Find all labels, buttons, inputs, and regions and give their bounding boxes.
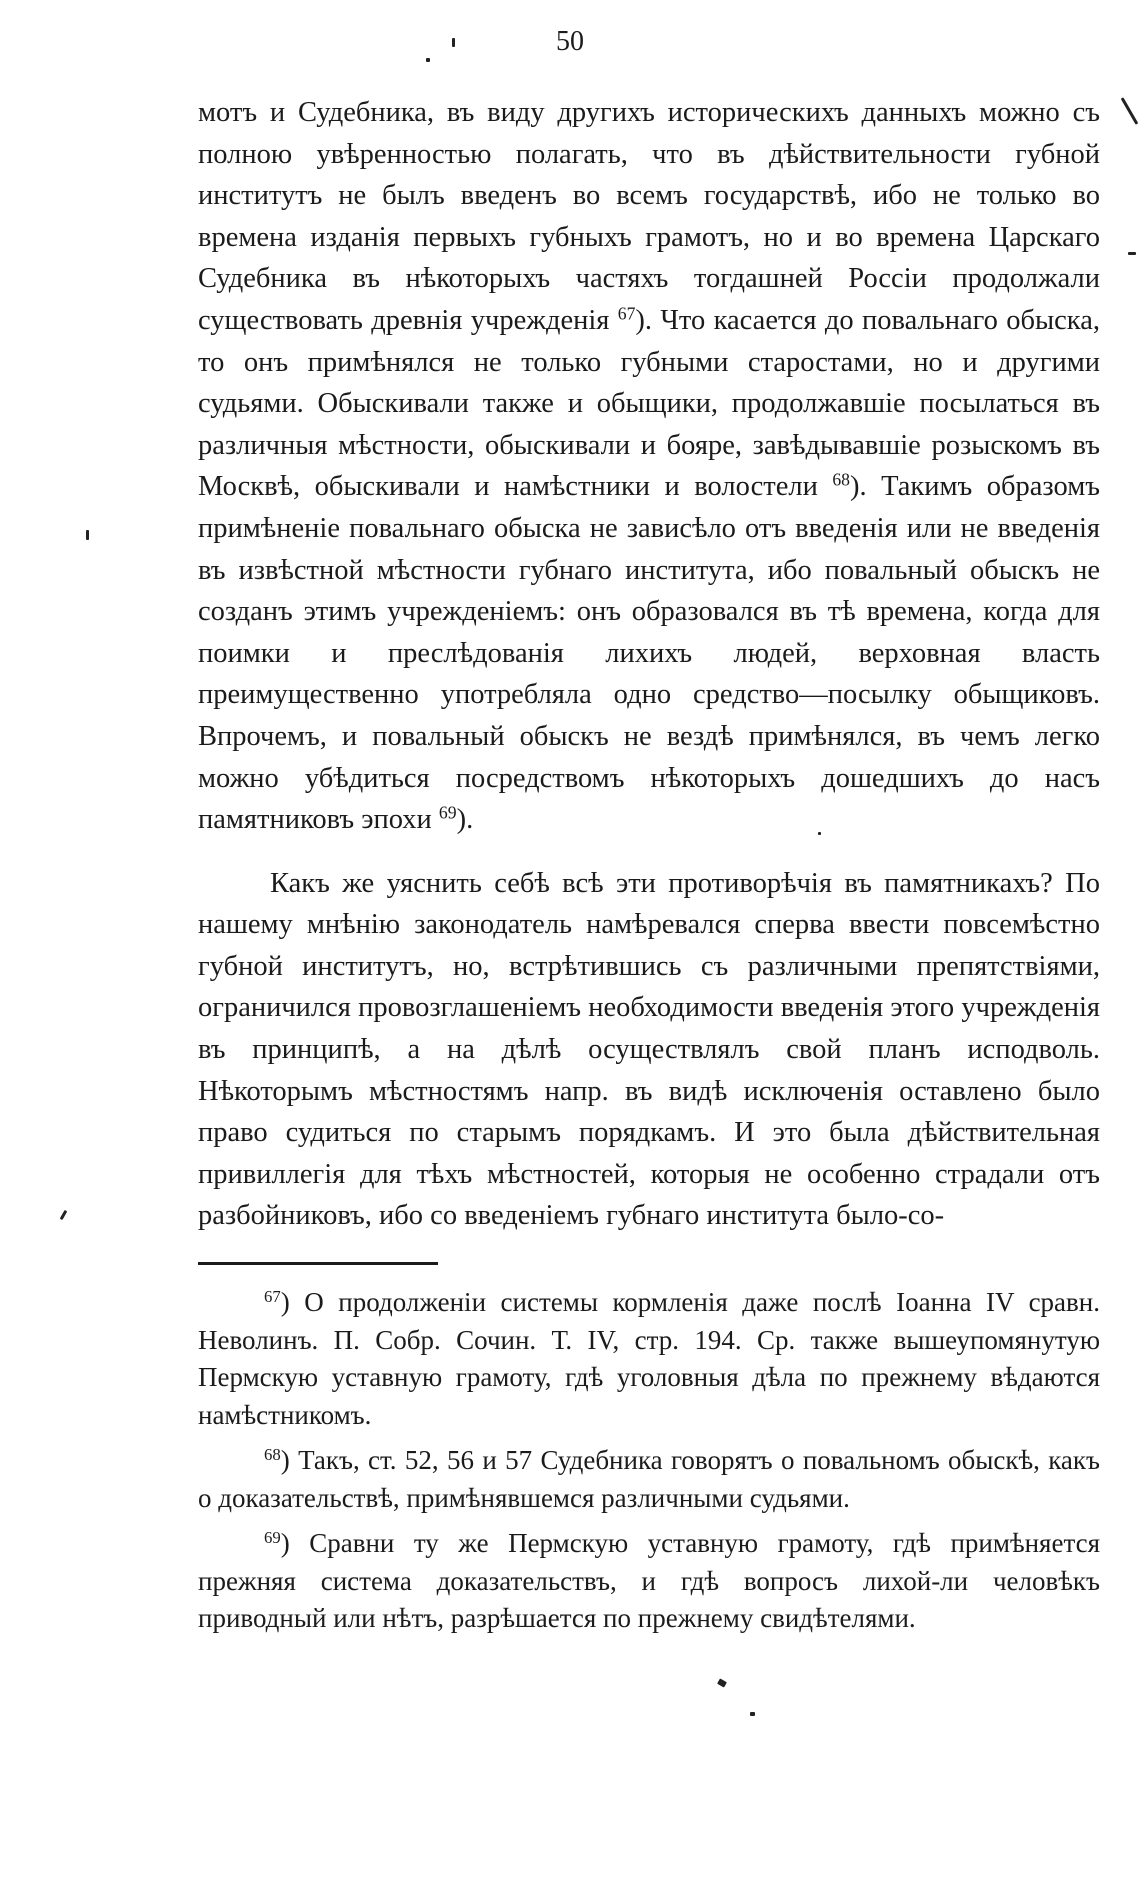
scan-speck [717, 1678, 727, 1687]
footnote-marker: 69 [264, 1527, 281, 1547]
scan-speck [1121, 97, 1139, 124]
paragraph-1 [198, 92, 1100, 841]
scan-speck [452, 38, 455, 47]
footnote-67 [198, 1284, 1100, 1434]
footnote-68 [198, 1442, 1100, 1517]
paragraph-2: Какъ же уяснить себѣ всѣ эти противорѣчія въ памятникахъ? По нашему мнѣнію законодатель намѣревался сперва ввести повсемѣстно губной институтъ, но, встрѣтившись съ различными препятствіями, ограничился провозглашеніемъ необходимости введенія этого учрежденія въ принципѣ, а на дѣлѣ осуществлялъ свой планъ исподволь. Нѣкоторымъ мѣстностямъ напр. въ видѣ исключенія оставлено было право судиться по старымъ порядкамъ. И это была дѣйствительная привиллегія для тѣхъ мѣстностей, которыя не особенно страдали отъ разбойниковъ, ибо со введеніемъ губнаго института было-со- [198, 867, 1100, 1232]
footnote-marker: 67 [264, 1286, 281, 1306]
page-number: 50 [556, 26, 584, 57]
scan-speck [818, 832, 821, 835]
scan-speck [60, 1210, 68, 1220]
paragraph-1-part-3: ). Такимъ образомъ примѣненіе повальнаго обыска не зависѣло отъ введенія или не введенія въ извѣстной мѣстности губнаго института, ибо повальный обыскъ не созданъ этимъ учрежденіемъ: онъ образовался въ тѣ времена, когда для поимки и преслѣдованія лихихъ людей, верховная власть преимущественно употребляла одно средство—посылку обыщиковъ. Впрочемъ, и повальный обыскъ не вездѣ примѣнялся, въ чемъ легко можно убѣдиться посредствомъ нѣкоторыхъ дошедшихъ до насъ памятниковъ эпохи [198, 471, 1100, 836]
scan-speck [1128, 252, 1136, 255]
scan-speck [86, 530, 89, 540]
scan-speck [426, 58, 430, 62]
footnote-ref-69: 69 [438, 802, 457, 823]
footnote-ref-68: 68 [832, 469, 850, 490]
footnote-text: ) Сравни ту же Пермскую уставную грамоту, гдѣ примѣняется прежняя система доказательствъ, и гдѣ вопросъ лихой-ли человѣкъ приводный или нѣтъ, разрѣшается по прежнему свидѣтелями. [198, 1528, 1100, 1633]
paragraph-1-part-4: ). [456, 804, 474, 836]
body-text [198, 92, 1100, 1237]
paragraph-1-part-2: ). Что касается до повальнаго обыска, то онъ примѣнялся не только губными старостами, но и другими судьями. Обыскивали также и обыщики, продолжавшіе посылаться въ различныя мѣстности, обыскивали и бояре, завѣдывавшіе розыскомъ въ Москвѣ, обыскивали и намѣстники и волостели [198, 304, 1100, 503]
footnote-marker: 68 [264, 1444, 281, 1464]
footnote-69 [198, 1525, 1100, 1638]
footnote-ref-67: 67 [617, 303, 636, 324]
footnote-text: ) Такъ, ст. 52, 56 и 57 Судебника говорятъ о повальномъ обыскѣ, какъ о доказательствѣ, примѣнявшемся различными судьями. [198, 1445, 1100, 1513]
footnotes [198, 1284, 1100, 1646]
footnote-text: ) О продолженіи системы кормленія даже послѣ Іоанна IV сравн. Неволинъ. П. Собр. Сочин. Т. IV, стр. 194. Ср. также вышеупомянутую Пермскую уставную грамоту, гдѣ уголовныя дѣла по прежнему вѣдаются намѣстникомъ. [198, 1287, 1100, 1430]
paragraph-1-part-1: мотъ и Судебника, въ виду другихъ историческихъ данныхъ можно съ полною увѣренностью полагать, что въ дѣйствительности губной институтъ не былъ введенъ во всемъ государствѣ, ибо не только во времена изданія первыхъ губныхъ грамотъ, но и во времена Царскаго Судебника въ нѣкоторыхъ частяхъ тогдашней Россіи продолжали существовать древнія учрежденія [198, 97, 1100, 336]
footnote-divider [198, 1262, 438, 1265]
scan-speck [750, 1712, 755, 1716]
